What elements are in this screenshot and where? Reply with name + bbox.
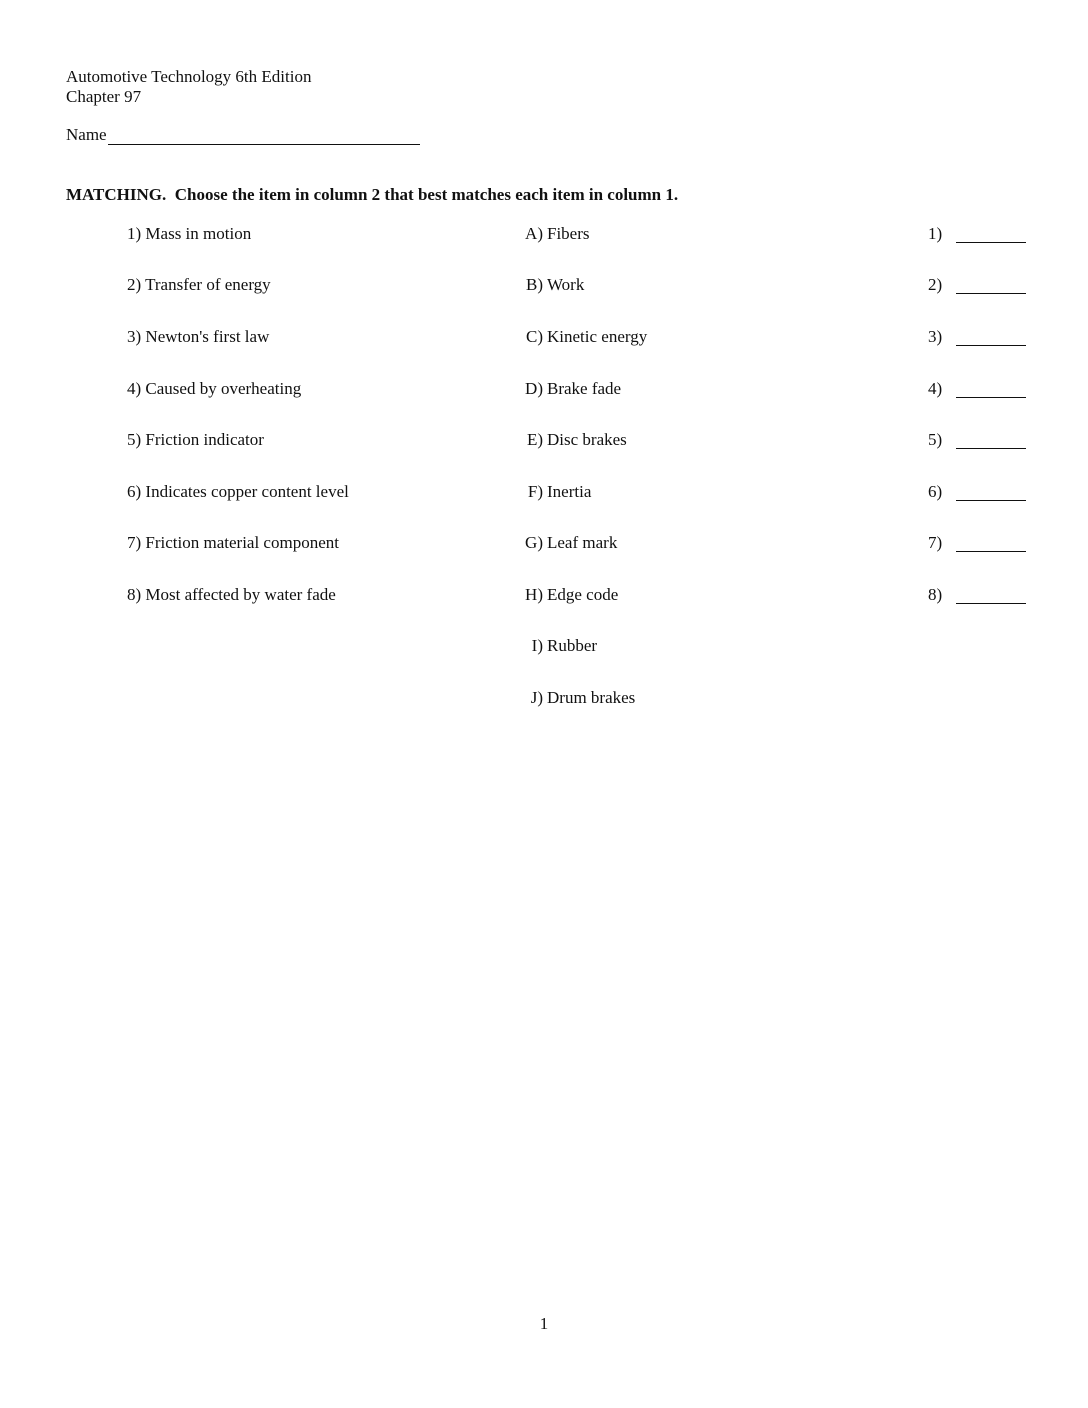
column1-item: 1) Mass in motion xyxy=(127,224,252,243)
column1-item: 3) Newton's first law xyxy=(127,327,270,346)
column2-letter: B) xyxy=(526,275,543,294)
answer-number: 3) xyxy=(928,327,943,346)
answer-number: 5) xyxy=(928,430,943,449)
answer-number: 1) xyxy=(928,224,943,243)
answer-blank[interactable] xyxy=(956,587,1026,604)
matching-instructions: MATCHING. Choose the item in column 2 that best matches each item in column 1. xyxy=(66,185,679,204)
answer-number: 8) xyxy=(928,585,943,604)
answer-blank[interactable] xyxy=(956,535,1026,552)
matching-row xyxy=(0,479,1088,505)
column2-letter: I) xyxy=(531,636,543,655)
column1-item: 5) Friction indicator xyxy=(127,430,264,449)
matching-row xyxy=(0,272,1088,298)
book-title: Automotive Technology 6th Edition xyxy=(66,67,312,86)
column2-letter: E) xyxy=(526,430,543,449)
name-blank-field[interactable] xyxy=(108,126,420,145)
column2-letter: H) xyxy=(525,585,543,604)
column2-item: Fibers xyxy=(547,224,590,243)
column2-item: Rubber xyxy=(547,636,598,655)
column1-item: 8) Most affected by water fade xyxy=(127,585,336,604)
column2-item: Leaf mark xyxy=(547,533,618,552)
column2-letter: D) xyxy=(525,379,543,398)
matching-row xyxy=(0,376,1088,402)
answer-blank[interactable] xyxy=(956,432,1026,449)
column2-item: Disc brakes xyxy=(547,430,627,449)
column2-item: Brake fade xyxy=(547,379,622,398)
chapter-title: Chapter 97 xyxy=(66,87,142,106)
column1-item: 6) Indicates copper content level xyxy=(127,482,349,501)
column2-item: Drum brakes xyxy=(547,688,636,707)
answer-number: 7) xyxy=(928,533,943,552)
column1-item: 2) Transfer of energy xyxy=(127,275,271,294)
answer-number: 2) xyxy=(928,275,943,294)
answer-blank[interactable] xyxy=(956,484,1026,501)
matching-row xyxy=(0,582,1088,608)
matching-row xyxy=(0,427,1088,453)
name-row xyxy=(66,125,420,145)
name-label: Name xyxy=(66,125,107,144)
column2-item: Work xyxy=(547,275,585,294)
matching-row xyxy=(0,221,1088,247)
column2-letter: C) xyxy=(526,327,543,346)
matching-row xyxy=(0,685,1088,711)
answer-blank[interactable] xyxy=(956,226,1026,243)
column2-item: Kinetic energy xyxy=(547,327,648,346)
column2-letter: A) xyxy=(525,224,543,243)
document-header xyxy=(66,67,311,107)
answer-blank[interactable] xyxy=(956,329,1026,346)
answer-blank[interactable] xyxy=(956,381,1026,398)
answer-blank[interactable] xyxy=(956,277,1026,294)
matching-row xyxy=(0,530,1088,556)
column2-item: Inertia xyxy=(547,482,592,501)
column2-letter: J) xyxy=(530,688,543,707)
matching-row xyxy=(0,324,1088,350)
column2-letter: G) xyxy=(525,533,543,552)
answer-number: 4) xyxy=(928,379,943,398)
column2-letter: F) xyxy=(527,482,543,501)
matching-row xyxy=(0,633,1088,659)
page-number: 1 xyxy=(539,1314,549,1333)
column1-item: 4) Caused by overheating xyxy=(127,379,302,398)
column2-item: Edge code xyxy=(547,585,619,604)
column1-item: 7) Friction material component xyxy=(127,533,339,552)
answer-number: 6) xyxy=(928,482,943,501)
